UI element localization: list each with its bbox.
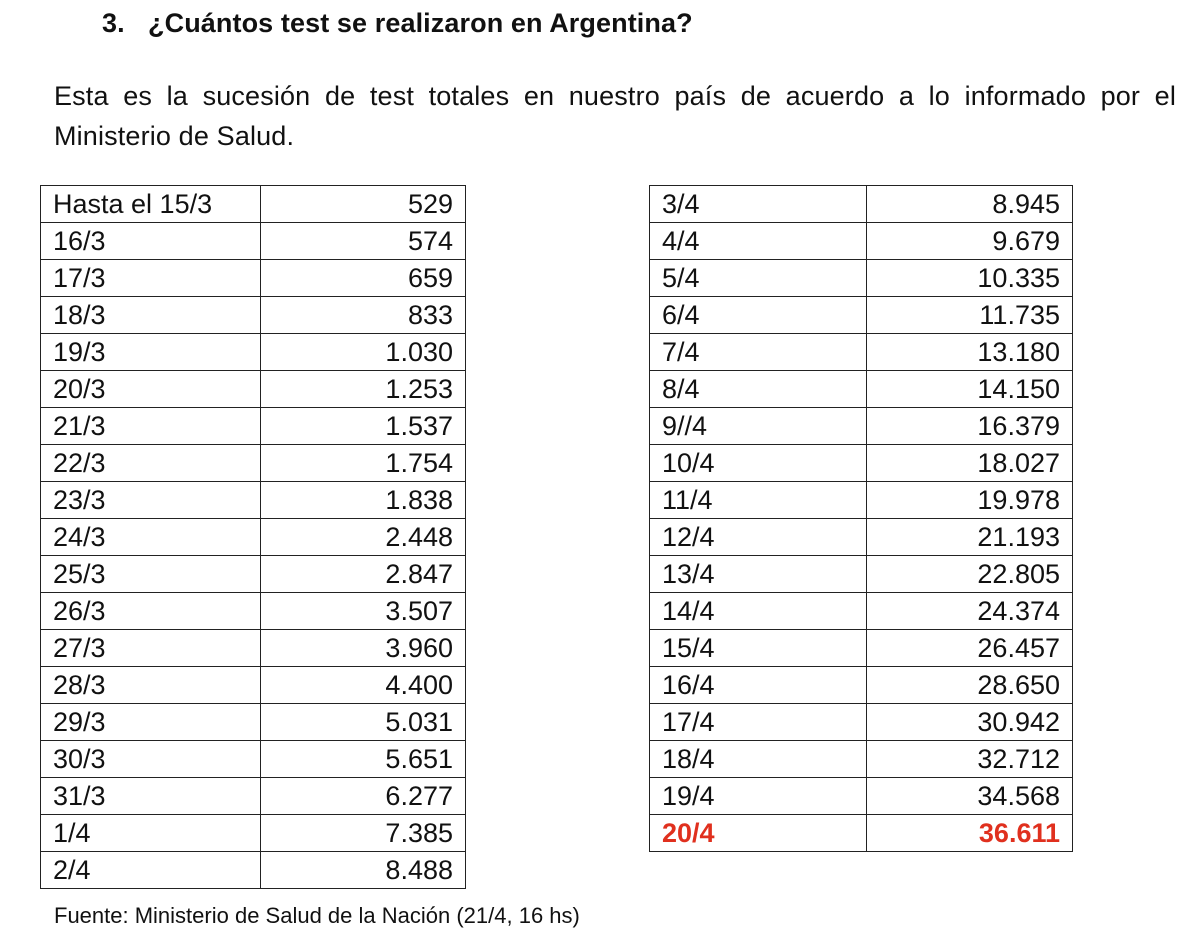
date-cell: 21/3	[41, 408, 261, 445]
test-count-cell: 2.448	[260, 519, 465, 556]
test-count-cell: 8.488	[260, 852, 465, 889]
test-count-cell: 1.253	[260, 371, 465, 408]
test-count-cell: 529	[260, 186, 465, 223]
date-cell: 17/4	[650, 704, 867, 741]
test-count-cell: 5.031	[260, 704, 465, 741]
table-row	[41, 408, 466, 445]
table-row	[650, 482, 1073, 519]
table-row	[650, 815, 1073, 852]
table-row	[41, 260, 466, 297]
date-cell: 16/4	[650, 667, 867, 704]
intro-paragraph: Esta es la sucesión de test totales en nuestro país de acuerdo a lo informado por el Ministerio de Salud.	[54, 81, 1176, 151]
tests-table-march	[40, 185, 466, 889]
date-cell: 2/4	[41, 852, 261, 889]
test-count-cell: 32.712	[867, 741, 1073, 778]
table-row	[650, 667, 1073, 704]
test-count-cell: 26.457	[867, 630, 1073, 667]
table-row	[41, 667, 466, 704]
test-count-cell: 1.838	[260, 482, 465, 519]
date-cell: 20/4	[650, 815, 867, 852]
table-row	[650, 778, 1073, 815]
table-row	[650, 186, 1073, 223]
table-row	[650, 704, 1073, 741]
table-row	[650, 741, 1073, 778]
date-cell: 10/4	[650, 445, 867, 482]
test-count-cell: 1.754	[260, 445, 465, 482]
test-count-cell: 30.942	[867, 704, 1073, 741]
date-cell: 5/4	[650, 260, 867, 297]
test-count-cell: 22.805	[867, 556, 1073, 593]
date-cell: 27/3	[41, 630, 261, 667]
date-cell: 24/3	[41, 519, 261, 556]
date-cell: 18/4	[650, 741, 867, 778]
table-row	[650, 630, 1073, 667]
table-row	[41, 741, 466, 778]
test-count-cell: 21.193	[867, 519, 1073, 556]
date-cell: 19/4	[650, 778, 867, 815]
date-cell: 13/4	[650, 556, 867, 593]
table-row	[41, 223, 466, 260]
date-cell: 30/3	[41, 741, 261, 778]
date-cell: 23/3	[41, 482, 261, 519]
tests-table-april	[649, 185, 1073, 852]
table-row	[650, 223, 1073, 260]
table-row	[41, 704, 466, 741]
date-cell: 14/4	[650, 593, 867, 630]
table-row	[41, 371, 466, 408]
table-row	[650, 334, 1073, 371]
date-cell: 4/4	[650, 223, 867, 260]
date-cell: 25/3	[41, 556, 261, 593]
test-count-cell: 19.978	[867, 482, 1073, 519]
date-cell: 17/3	[41, 260, 261, 297]
table-row	[41, 519, 466, 556]
date-cell: 28/3	[41, 667, 261, 704]
test-count-cell: 3.960	[260, 630, 465, 667]
date-cell: 11/4	[650, 482, 867, 519]
test-count-cell: 28.650	[867, 667, 1073, 704]
date-cell: 12/4	[650, 519, 867, 556]
table-row	[650, 445, 1073, 482]
test-count-cell: 10.335	[867, 260, 1073, 297]
test-count-cell: 36.611	[867, 815, 1073, 852]
table-row	[650, 297, 1073, 334]
test-count-cell: 1.030	[260, 334, 465, 371]
test-count-cell: 2.847	[260, 556, 465, 593]
date-cell: 18/3	[41, 297, 261, 334]
test-count-cell: 1.537	[260, 408, 465, 445]
table-row	[650, 408, 1073, 445]
test-count-cell: 24.374	[867, 593, 1073, 630]
section-heading	[102, 8, 693, 39]
table-row	[41, 630, 466, 667]
table-row	[41, 778, 466, 815]
table-row	[41, 482, 466, 519]
table-row	[41, 593, 466, 630]
table-row	[41, 556, 466, 593]
table-row	[650, 260, 1073, 297]
table-row	[41, 852, 466, 889]
table-row	[41, 186, 466, 223]
test-count-cell: 11.735	[867, 297, 1073, 334]
date-cell: 3/4	[650, 186, 867, 223]
table-row	[41, 445, 466, 482]
test-count-cell: 16.379	[867, 408, 1073, 445]
test-count-cell: 7.385	[260, 815, 465, 852]
test-count-cell: 14.150	[867, 371, 1073, 408]
date-cell: 31/3	[41, 778, 261, 815]
test-count-cell: 18.027	[867, 445, 1073, 482]
date-cell: 8/4	[650, 371, 867, 408]
test-count-cell: 9.679	[867, 223, 1073, 260]
section-title: ¿Cuántos test se realizaron en Argentina?	[148, 8, 693, 38]
table-row	[41, 815, 466, 852]
test-count-cell: 3.507	[260, 593, 465, 630]
table-row	[41, 297, 466, 334]
test-count-cell: 833	[260, 297, 465, 334]
date-cell: 7/4	[650, 334, 867, 371]
date-cell: 20/3	[41, 371, 261, 408]
source-note: Fuente: Ministerio de Salud de la Nación (21/4, 16 hs)	[54, 903, 580, 928]
test-count-cell: 574	[260, 223, 465, 260]
date-cell: 19/3	[41, 334, 261, 371]
test-count-cell: 4.400	[260, 667, 465, 704]
test-count-cell: 8.945	[867, 186, 1073, 223]
table-row	[650, 371, 1073, 408]
date-cell: 9//4	[650, 408, 867, 445]
test-count-cell: 34.568	[867, 778, 1073, 815]
date-cell: Hasta el 15/3	[41, 186, 261, 223]
test-count-cell: 5.651	[260, 741, 465, 778]
table-row	[650, 593, 1073, 630]
test-count-cell: 659	[260, 260, 465, 297]
date-cell: 22/3	[41, 445, 261, 482]
date-cell: 1/4	[41, 815, 261, 852]
table-row	[41, 334, 466, 371]
test-count-cell: 13.180	[867, 334, 1073, 371]
date-cell: 16/3	[41, 223, 261, 260]
section-number: 3.	[102, 8, 125, 38]
table-row	[650, 519, 1073, 556]
date-cell: 15/4	[650, 630, 867, 667]
date-cell: 29/3	[41, 704, 261, 741]
date-cell: 26/3	[41, 593, 261, 630]
test-count-cell: 6.277	[260, 778, 465, 815]
table-row	[650, 556, 1073, 593]
date-cell: 6/4	[650, 297, 867, 334]
